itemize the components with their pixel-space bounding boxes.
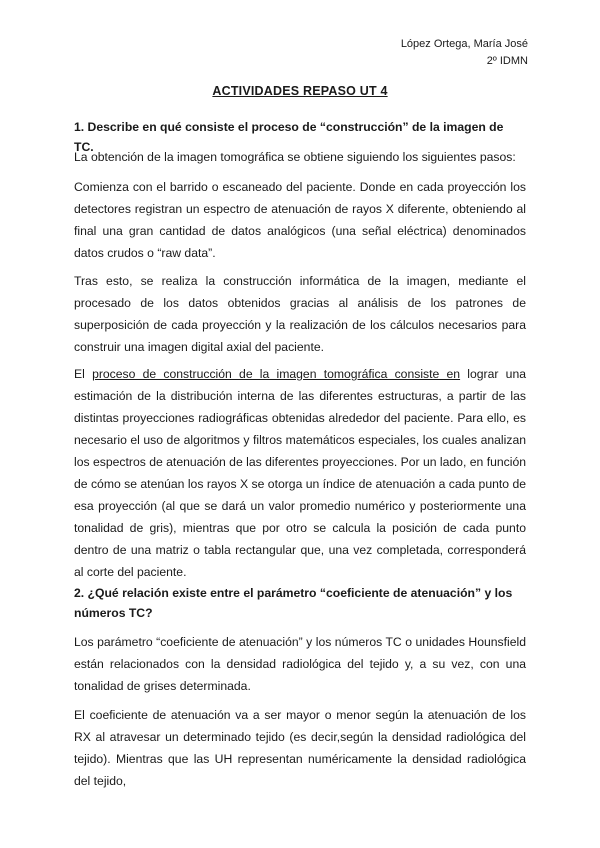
- q1-paragraph-2: Comienza con el barrido o escaneado del paciente. Donde en cada proyección los detectores registran un espectro de atenuación de rayos X diferente, obteniendo al final una gran cantidad de datos analógicos (una señal eléctrica) denominados datos crudos o “raw data”.: [74, 180, 526, 260]
- header-author: López Ortega, María José: [400, 38, 528, 50]
- q1-paragraph-3: Tras esto, se realiza la construcción informática de la imagen, mediante el procesado de los datos obtenidos gracias al análisis de los patrones de superposición de cada proyección y la realización de los cálculos necesarios para construir una imagen digital axial del paciente.: [74, 274, 526, 354]
- q1-paragraph-1: La obtención de la imagen tomográfica se obtiene siguiendo los siguientes pasos:: [74, 150, 516, 164]
- document-title: ACTIVIDADES REPASO UT 4: [212, 84, 388, 98]
- question-2: 2. ¿Qué relación existe entre el parámetro “coeficiente de atenuación” y los números TC?: [74, 586, 513, 620]
- q2-paragraph-2: El coeficiente de atenuación va a ser mayor o menor según la atenuación de los RX al atravesar un determinado tejido (es decir,según la densidad radiológica del tejido). Mientras que las UH representan numéricamente la densidad radiológica del tejido,: [74, 708, 526, 788]
- q1-p4-rest: lograr una estimación de la distribución interna de las diferentes estructuras, a partir de las distintas proyecciones radiográficas obtenidas alrededor del paciente. Para ello, es necesario el uso de algoritmos y filtros matemáticos especiales, los cuales analizan los espectros de atenuación de las diferentes proyecciones. Por un lado, en función de cómo se atenúan los rayos X se otorga un índice de atenuación a cada punto de esa proyección (al que se dará un valor promedio numérico y posteriormente una tonalidad de gris), mientras que por otro se calcula la posición de cada punto dentro de una matriz o tabla rectangular que, una vez completada, corresponderá al corte del paciente.: [74, 367, 526, 579]
- q2-paragraph-1: Los parámetro “coeficiente de atenuación” y los números TC o unidades Hounsfield están relacionados con la densidad radiológica del tejido y, a su vez, con una tonalidad de grises determinada.: [74, 635, 526, 693]
- q1-p4-underlined-phrase: proceso de construcción de la imagen tomográfica consiste en: [92, 367, 461, 381]
- question-1: 1. Describe en qué consiste el proceso de “construcción” de la imagen de TC.: [74, 120, 504, 154]
- header-course: 2º IDMN: [486, 55, 528, 67]
- q1-p4-start: El: [74, 367, 93, 381]
- q1-paragraph-4: [74, 363, 526, 583]
